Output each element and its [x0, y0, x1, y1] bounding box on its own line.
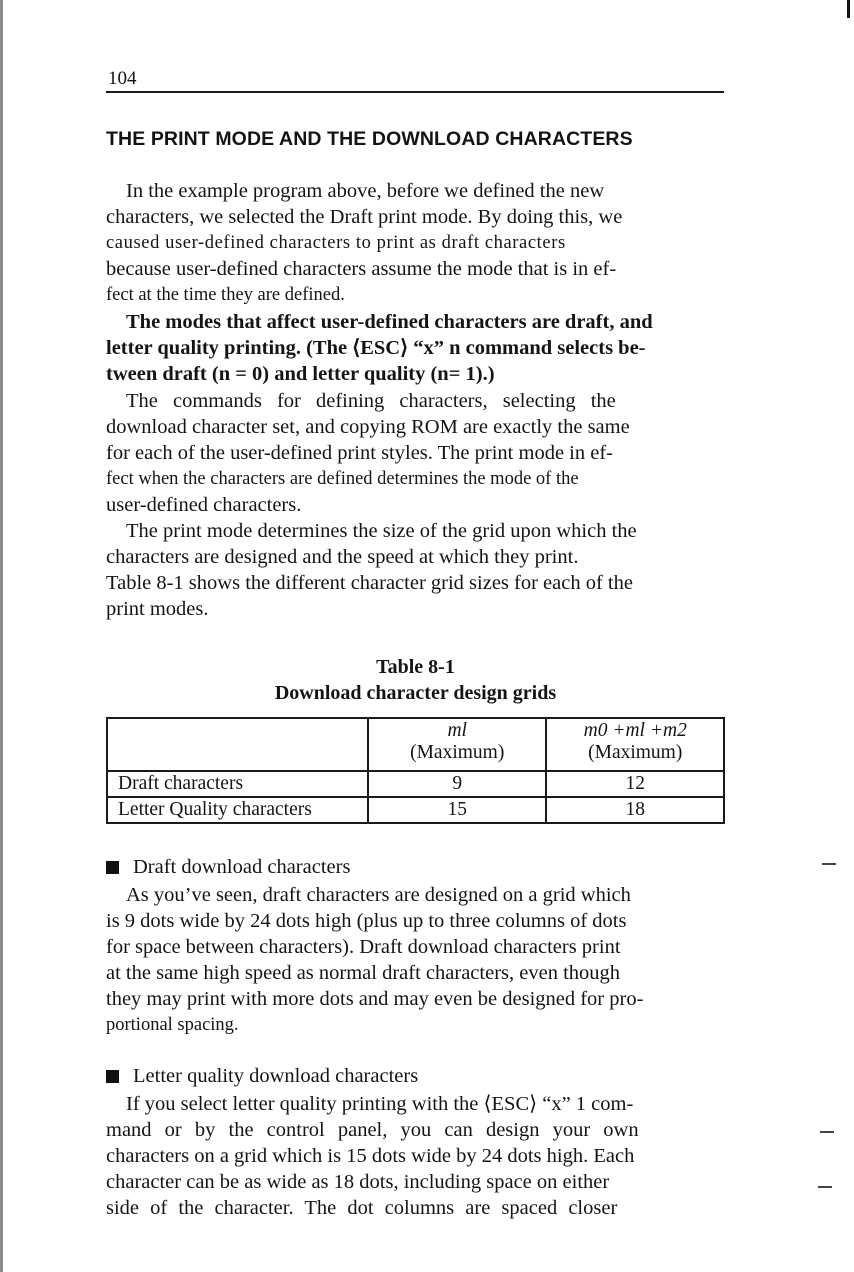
page-number: 104 [108, 68, 137, 89]
paragraph-3-line-4: fect when the characters are defined determines the mode of the [106, 469, 579, 489]
paragraph-4-line-1: The print mode determines the size of the grid upon which the [126, 520, 637, 542]
design-grid-table [106, 717, 725, 824]
table-header-sum-label: m0 +ml +m2 [583, 720, 687, 741]
paragraph-1-line-3: caused user-defined characters to print as draft characters [106, 233, 566, 253]
bullet-2-line-2: mand or by the control panel, you can design your own [106, 1119, 639, 1141]
table-header-m1-label: ml [447, 720, 467, 741]
bullet-1-line-2: is 9 dots wide by 24 dots high (plus up to three columns of dots [106, 910, 627, 932]
table-header-m1-sub: (Maximum) [410, 742, 505, 763]
table-row [107, 797, 724, 823]
bullet-draft [106, 856, 350, 879]
paragraph-1-line-1: In the example program above, before we defined the new [126, 180, 605, 202]
square-bullet-icon [106, 861, 119, 874]
table-caption-number: Table 8-1 [376, 656, 455, 678]
table-header-sum-sub: (Maximum) [588, 742, 683, 763]
bullet-letter-quality-title: Letter quality download characters [133, 1065, 419, 1087]
margin-tick [820, 1131, 834, 1133]
table-row-label: Draft characters [107, 771, 368, 797]
paragraph-4-line-2: characters are designed and the speed at which they print. [106, 546, 579, 568]
paragraph-4-line-4: print modes. [106, 598, 209, 620]
header-rule [106, 91, 724, 93]
margin-tick [818, 1186, 832, 1188]
bullet-2-line-1: If you select letter quality printing with the ⟨ESC⟩ “x” 1 com- [126, 1093, 634, 1115]
section-heading: THE PRINT MODE AND THE DOWNLOAD CHARACTERS [106, 128, 633, 150]
bullet-1-line-1: As you’ve seen, draft characters are designed on a grid which [126, 884, 631, 906]
paragraph-3-line-3: for each of the user-defined print styles. The print mode in ef- [106, 442, 613, 464]
bullet-2-line-4: character can be as wide as 18 dots, including space on either [106, 1171, 610, 1193]
table-row-m1: 9 [368, 771, 547, 797]
paragraph-3-line-2: download character set, and copying ROM are exactly the same [106, 416, 630, 438]
scan-edge-right [847, 0, 850, 18]
scan-edge-left [0, 0, 3, 1272]
paragraph-2-line-2: letter quality printing. (The ⟨ESC⟩ “x” n command selects be- [106, 337, 646, 359]
bullet-1-line-3: for space between characters). Draft download characters print [106, 936, 621, 958]
table-header-sum [546, 718, 724, 771]
paragraph-1-line-5: fect at the time they are defined. [106, 285, 345, 305]
paragraph-2-line-1: The modes that affect user-defined characters are draft, and [126, 311, 653, 333]
bullet-2-line-3: characters on a grid which is 15 dots wide by 24 dots high. Each [106, 1145, 635, 1167]
bullet-letter-quality [106, 1065, 418, 1088]
table-row [107, 771, 724, 797]
paragraph-3-line-1: The commands for defining characters, selecting the [126, 390, 616, 412]
table-row-label: Letter Quality characters [107, 797, 368, 823]
paragraph-3-line-5: user-defined characters. [106, 494, 302, 516]
bullet-1-line-6: portional spacing. [106, 1015, 239, 1035]
square-bullet-icon [106, 1070, 119, 1083]
table-row-sum: 18 [546, 797, 724, 823]
table-header-row [107, 718, 724, 771]
table-row-m1: 15 [368, 797, 547, 823]
bullet-1-line-5: they may print with more dots and may even be designed for pro- [106, 988, 644, 1010]
paragraph-1-line-4: because user-defined characters assume the mode that is in ef- [106, 258, 617, 280]
paragraph-2-line-3: tween draft (n = 0) and letter quality (n= 1).) [106, 363, 495, 385]
bullet-draft-title: Draft download characters [133, 856, 351, 878]
table-caption-title: Download character design grids [274, 682, 557, 704]
margin-tick [822, 863, 836, 865]
paragraph-1-line-2: characters, we selected the Draft print mode. By doing this, we [106, 206, 623, 228]
table-header-empty-cell [107, 718, 368, 771]
table-row-sum: 12 [546, 771, 724, 797]
bullet-1-line-4: at the same high speed as normal draft characters, even though [106, 962, 621, 984]
bullet-2-line-5: side of the character. The dot columns are spaced closer [106, 1197, 618, 1219]
paragraph-4-line-3: Table 8-1 shows the different character grid sizes for each of the [106, 572, 633, 594]
table-header-m1 [368, 718, 547, 771]
